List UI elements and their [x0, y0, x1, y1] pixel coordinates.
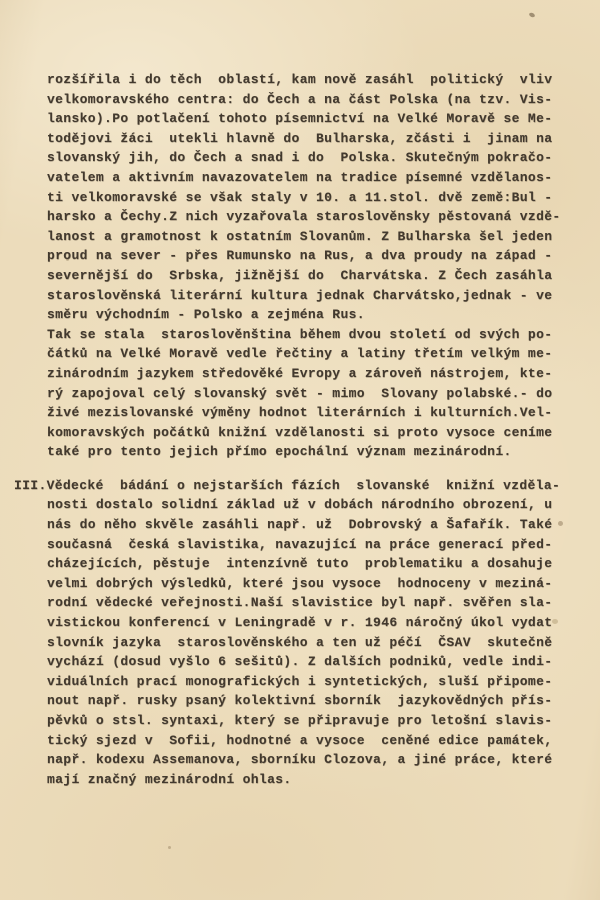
text-line: staroslověnská literární kultura jednak Charvátsko,jednak - ve: [47, 287, 553, 303]
text-line: tický sjezd v Sofii, hodnotné a vysoce ceněné edice památek,: [47, 732, 553, 748]
paper-speck: [528, 12, 535, 18]
text-line: cházejících, pěstuje intenzívně tuto problematiku a dosahuje: [47, 556, 553, 572]
text-line: rý zapojoval celý slovanský svět - mimo Slovany polabské.- do: [47, 385, 553, 401]
text-line: mají značný mezinárodní ohlas.: [47, 771, 292, 787]
text-line: slovanský jih, do Čech a snad i do Polska. Skutečným pokračo-: [47, 150, 553, 166]
text-line: ti velkomoravské se však staly v 10. a 11.stol. dvě země:Bul -: [47, 189, 553, 205]
text-line: zinárodním jazykem středověké Evropy a zároveň nástrojem, kte-: [47, 365, 553, 381]
text-line: nout např. rusky psaný kolektivní sborník jazykovědných přís-: [47, 693, 553, 709]
text-line: např. kodexu Assemanova, sborníku Clozova, a jiné práce, které: [47, 752, 553, 768]
text-line: nosti dostalo solidní základ už v dobách národního obrození, u: [47, 497, 553, 513]
text-line: proud na sever - přes Rumunsko na Rus, a dva proudy na západ -: [47, 248, 553, 264]
text-line: harsko a Čechy.Z nich vyzařovala staroslověnsky pěstovaná vzdě-: [47, 209, 561, 225]
text-line: lanost a gramotnost k ostatním Slovanům. Z Bulharska šel jeden: [47, 228, 553, 244]
text-line: komoravských počátků knižní vzdělanosti si proto vysoce ceníme: [47, 424, 553, 440]
text-line: směru východním - Polsko a zejména Rus.: [47, 307, 365, 323]
text-line: také pro tento jejich přímo epochální význam mezinárodní.: [47, 444, 512, 460]
text-line: Tak se stala staroslověnština během dvou století od svých po-: [47, 326, 553, 342]
text-line: velkomoravského centra: do Čech a na část Polska (na tzv. Vis-: [47, 91, 553, 107]
text-line: pěvků o stsl. syntaxi, který se připravuje pro letošní slavis-: [47, 713, 553, 728]
text-line: III.Vědecké bádání o nejstarších fázích slovanské knižní vzděla-: [14, 477, 561, 493]
text-line: slovník jazyka staroslověnského a ten už péčí ČSAV skutečně: [47, 634, 553, 650]
text-line: severnější do Srbska, jižnější do Charvátska. Z Čech zasáhla: [47, 267, 553, 283]
text-line: viduálních prací monografických i syntetických, sluší připome-: [47, 673, 553, 689]
text-line: živé mezislovanské výměny hodnot literárních i kulturních.Vel-: [47, 405, 553, 421]
text-line: současná česká slavistika, navazující na práce generací před-: [47, 536, 553, 552]
text-line: rozšířila i do těch oblastí, kam nově zasáhl politický vliv: [47, 72, 553, 87]
text-line: rodní vědecké veřejnosti.Naší slavistice byl např. svěřen sla-: [47, 595, 553, 611]
text-line: vatelem a aktivním navazovatelem na tradice písemné vzdělanos-: [47, 169, 553, 185]
main-paragraph: [14, 70, 586, 462]
text-line: vychází (dosud vyšlo 6 sešitů). Z dalších podniků, vedle indi-: [47, 654, 553, 670]
text-line: nás do něho skvěle zasáhli např. už Dobrovský a Šafařík. Také: [47, 517, 553, 533]
text-line: velmi dobrých výsledků, které jsou vysoce hodnoceny v meziná-: [47, 575, 553, 591]
text-line: vistickou konferencí v Leningradě v r. 1946 náročný úkol vydat: [47, 615, 553, 631]
text-line: lansko).Po potlačení tohoto písemnictví na Velké Moravě se Me-: [47, 111, 553, 127]
text-line: čátků na Velké Moravě vedle řečtiny a latiny třetím velkým me-: [47, 346, 553, 362]
section-iii-paragraph: [14, 476, 586, 790]
paper-speck: [168, 846, 171, 849]
typewritten-text: [14, 70, 586, 789]
text-line: todějovi žáci utekli hlavně do Bulharska, zčásti i jinam na: [47, 130, 553, 146]
